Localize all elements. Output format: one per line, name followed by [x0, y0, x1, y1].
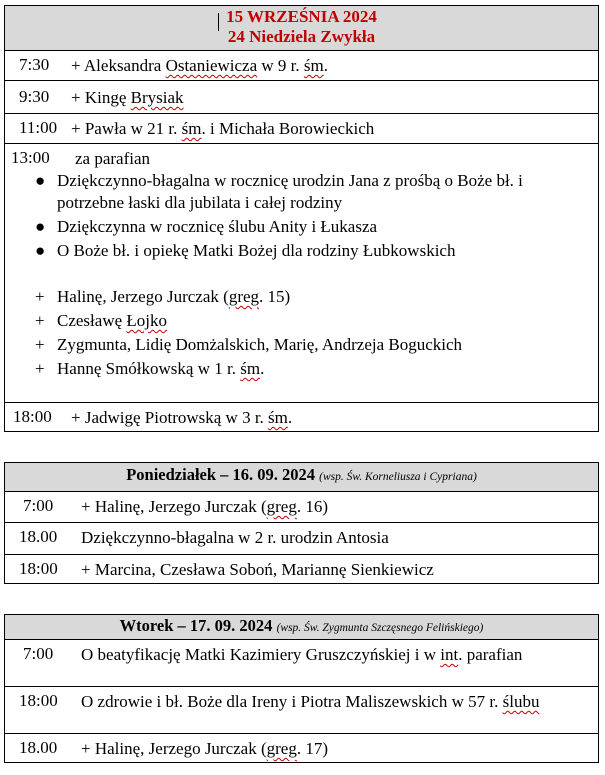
mass-row-730	[5, 51, 598, 81]
mass-row-1800b	[5, 555, 598, 586]
mass-intention: + Halinę, Jerzego Jurczak (greg. 16)	[81, 497, 329, 516]
tuesday-table	[4, 614, 599, 763]
mass-intention: + Aleksandra Ostaniewicza w 9 r. śm.	[71, 56, 328, 75]
mass-intro: za parafian	[75, 149, 151, 168]
mass-intention: O beatyfikację Matki Kazimiery Gruszczyńskiej i w int. parafian	[81, 645, 523, 664]
mass-time: 18:00	[19, 691, 58, 710]
bullet-icon: ●	[35, 241, 46, 260]
mass-intention: + Halinę, Jerzego Jurczak (greg. 17)	[81, 739, 329, 758]
mass-intention: Dziękczynno-błagalna w 2 r. urodzin Antosia	[81, 528, 389, 547]
mass-time: 18:00	[19, 559, 58, 578]
mass-intention: O zdrowie i bł. Boże dla Ireny i Piotra Maliszewskich w 57 r. ślubu	[81, 692, 540, 711]
list-item: ● Dziękczynno-błagalna w rocznicę urodzin Jana z prośbą o Boże bł. i potrzebne łaski dla jubilata i całej rodziny	[35, 171, 523, 212]
mass-time: 18.00	[19, 738, 58, 757]
mass-time: 18.00	[19, 527, 58, 546]
sunday-name: 24 Niedziela Zwykła	[227, 27, 376, 46]
mass-row-1800	[5, 687, 598, 734]
list-item: ● Dziękczynna w rocznicę ślubu Anity i Łukasza	[35, 217, 378, 236]
mass-row-1800	[5, 403, 598, 433]
mass-time: 7:30	[19, 55, 50, 74]
list-item: + Hannę Smółkowską w 1 r. śm.	[35, 359, 265, 378]
mass-intention: + Kingę Brysiak	[71, 88, 184, 107]
mass-row-1300	[5, 144, 598, 403]
mass-row-1800b	[5, 734, 598, 765]
tuesday-title: Wtorek – 17. 09. 2024	[119, 616, 277, 635]
text-cursor	[218, 13, 219, 31]
list-item: + Zygmunta, Lidię Domżalskich, Marię, Andrzeja Boguckich	[35, 335, 463, 354]
bullet-icon: ●	[35, 171, 46, 190]
sunday-date: 15 WRZEŚNIA 2024	[226, 7, 377, 26]
monday-table	[4, 462, 599, 584]
mass-intention: + Pawła w 21 r. śm. i Michała Borowieckich	[71, 119, 375, 138]
mass-time: 13:00	[11, 148, 50, 167]
sunday-header	[5, 6, 598, 51]
mass-time: 18:00	[13, 407, 52, 426]
mass-row-1100	[5, 114, 598, 144]
plus-icon: +	[35, 287, 45, 306]
list-item: ● O Boże bł. i opiekę Matki Bożej dla rodziny Łubkowskich	[35, 241, 456, 260]
monday-header	[5, 463, 598, 492]
mass-time: 11:00	[19, 118, 58, 137]
list-item: + Czesławę Łojko	[35, 311, 167, 330]
mass-intention: + Jadwigę Piotrowską w 3 r. śm.	[71, 408, 293, 427]
bullet-icon: ●	[35, 217, 46, 236]
plus-icon: +	[35, 335, 45, 354]
plus-icon: +	[35, 311, 45, 330]
plus-icon: +	[35, 359, 45, 378]
mass-intention: + Marcina, Czesława Soboń, Mariannę Sienkiewicz	[81, 560, 434, 579]
tuesday-header	[5, 615, 598, 640]
mass-row-1800	[5, 523, 598, 555]
mass-time: 7:00	[23, 496, 54, 515]
sunday-table	[4, 5, 599, 432]
intention-bullet-list	[35, 170, 590, 262]
tuesday-note: (wsp. Św. Zygmunta Szczęsnego Felińskiego)	[276, 622, 484, 634]
mass-row-930	[5, 81, 598, 114]
list-item: + Halinę, Jerzego Jurczak (greg. 15)	[35, 287, 291, 306]
mass-row-700	[5, 492, 598, 523]
mass-time: 9:30	[19, 87, 50, 106]
monday-title: Poniedziałek – 16. 09. 2024	[126, 465, 320, 484]
intention-plus-list	[35, 286, 590, 380]
mass-row-700	[5, 640, 598, 687]
monday-note: (wsp. Św. Korneliusza i Cypriana)	[319, 471, 477, 483]
mass-time: 7:00	[23, 644, 54, 663]
